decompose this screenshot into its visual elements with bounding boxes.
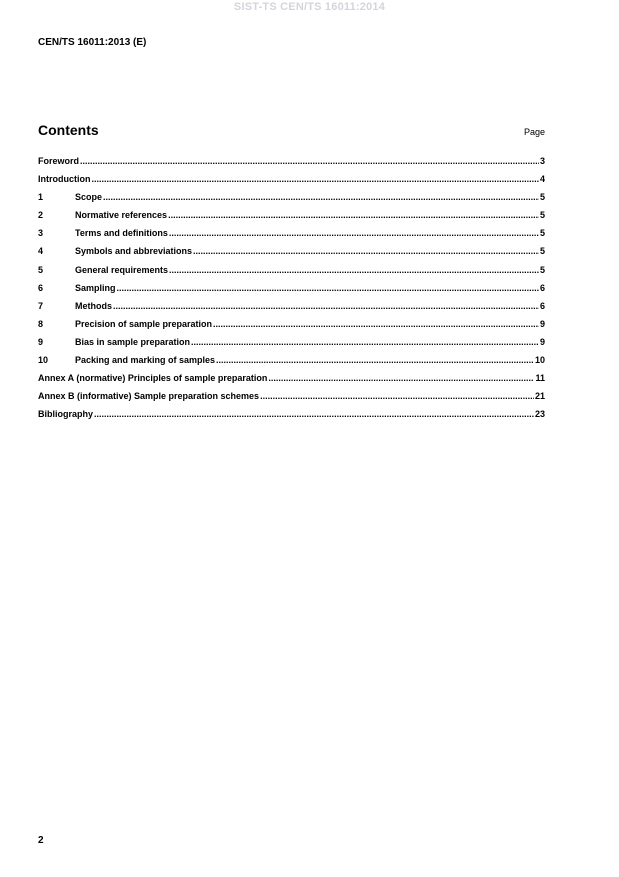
toc-entry-normative-references[interactable] [38,209,545,227]
toc-entry-page: 5 [539,210,545,221]
toc-entry-title: Packing and marking of samples [75,355,216,366]
table-of-contents [38,155,545,426]
toc-entry-title: Precision of sample preparation [75,318,213,329]
toc-dot-leader [168,209,539,221]
toc-entry-packing-and-marking[interactable] [38,354,545,372]
watermark-text: SIST-TS CEN/TS 16011:2014 [233,1,386,13]
toc-entry-general-requirements[interactable] [38,264,545,282]
toc-entry-sampling[interactable] [38,282,545,300]
toc-entry-page: 10 [534,355,545,366]
toc-entry-number: 2 [38,210,44,221]
toc-entry-title: Terms and definitions [75,228,168,239]
toc-entry-bias-in-sample-preparation[interactable] [38,336,545,354]
toc-entry-number: 4 [38,246,44,257]
toc-dot-leader [268,372,534,384]
toc-entry-number: 5 [38,264,44,275]
toc-dot-leader [92,173,539,185]
toc-entry-foreword[interactable] [38,155,545,173]
toc-entry-title: General requirements [75,264,169,275]
toc-entry-introduction[interactable] [38,173,545,191]
toc-dot-leader [169,227,539,239]
toc-entry-number: 6 [38,282,44,293]
toc-dot-leader [94,408,534,420]
toc-dot-leader [193,245,539,257]
toc-dot-leader [113,300,539,312]
page-number: 2 [38,835,44,846]
toc-entry-symbols-and-abbreviations[interactable] [38,245,545,263]
toc-entry-title: Annex B (informative) Sample preparation schemes [38,391,260,402]
toc-dot-leader [169,264,539,276]
toc-entry-title: Sampling [75,282,116,293]
toc-entry-title: Scope [75,192,103,203]
toc-dot-leader [117,282,539,294]
contents-heading: Contents [38,122,99,138]
toc-entry-page: 9 [539,318,545,329]
toc-dot-leader [213,318,539,330]
toc-dot-leader [216,354,534,366]
toc-entry-bibliography[interactable] [38,408,545,426]
toc-entry-number: 7 [38,300,44,311]
page-column-label: Page [523,127,545,137]
toc-entry-precision-of-sample-preparation[interactable] [38,318,545,336]
toc-entry-page: 6 [539,300,545,311]
toc-entry-scope[interactable] [38,191,545,209]
toc-entry-page: 6 [539,282,545,293]
toc-entry-page: 4 [539,174,545,185]
toc-entry-page: 23 [534,409,545,420]
toc-entry-page: 11 [535,373,545,384]
toc-entry-page: 3 [539,156,545,166]
toc-entry-number: 3 [38,228,44,239]
toc-entry-page: 5 [539,228,545,239]
toc-entry-number: 10 [38,355,49,366]
toc-entry-page: 5 [539,264,545,275]
toc-entry-title: Normative references [75,210,168,221]
toc-entry-annex-a[interactable] [38,372,545,390]
document-id-header: CEN/TS 16011:2013 (E) [38,37,147,48]
toc-dot-leader [103,191,539,203]
toc-entry-title: Foreword [38,156,80,166]
toc-entry-page: 5 [539,246,545,257]
toc-entry-title: Bias in sample preparation [75,336,191,347]
toc-entry-methods[interactable] [38,300,545,318]
toc-entry-title: Symbols and abbreviations [75,246,193,257]
toc-entry-title: Bibliography [38,409,94,420]
toc-entry-number: 1 [38,192,44,203]
toc-entry-number: 8 [38,318,44,329]
toc-entry-number: 9 [38,336,44,347]
toc-dot-leader [80,155,539,167]
toc-dot-leader [191,336,539,348]
toc-entry-page: 9 [539,336,545,347]
toc-entry-annex-b[interactable] [38,390,545,408]
toc-entry-page: 21 [534,391,545,402]
toc-dot-leader [260,390,534,402]
toc-entry-title: Annex A (normative) Principles of sample preparation [38,373,268,384]
toc-entry-title: Methods [75,300,112,311]
toc-entry-terms-and-definitions[interactable] [38,227,545,245]
toc-entry-title: Introduction [38,174,91,185]
toc-entry-page: 5 [539,192,545,203]
